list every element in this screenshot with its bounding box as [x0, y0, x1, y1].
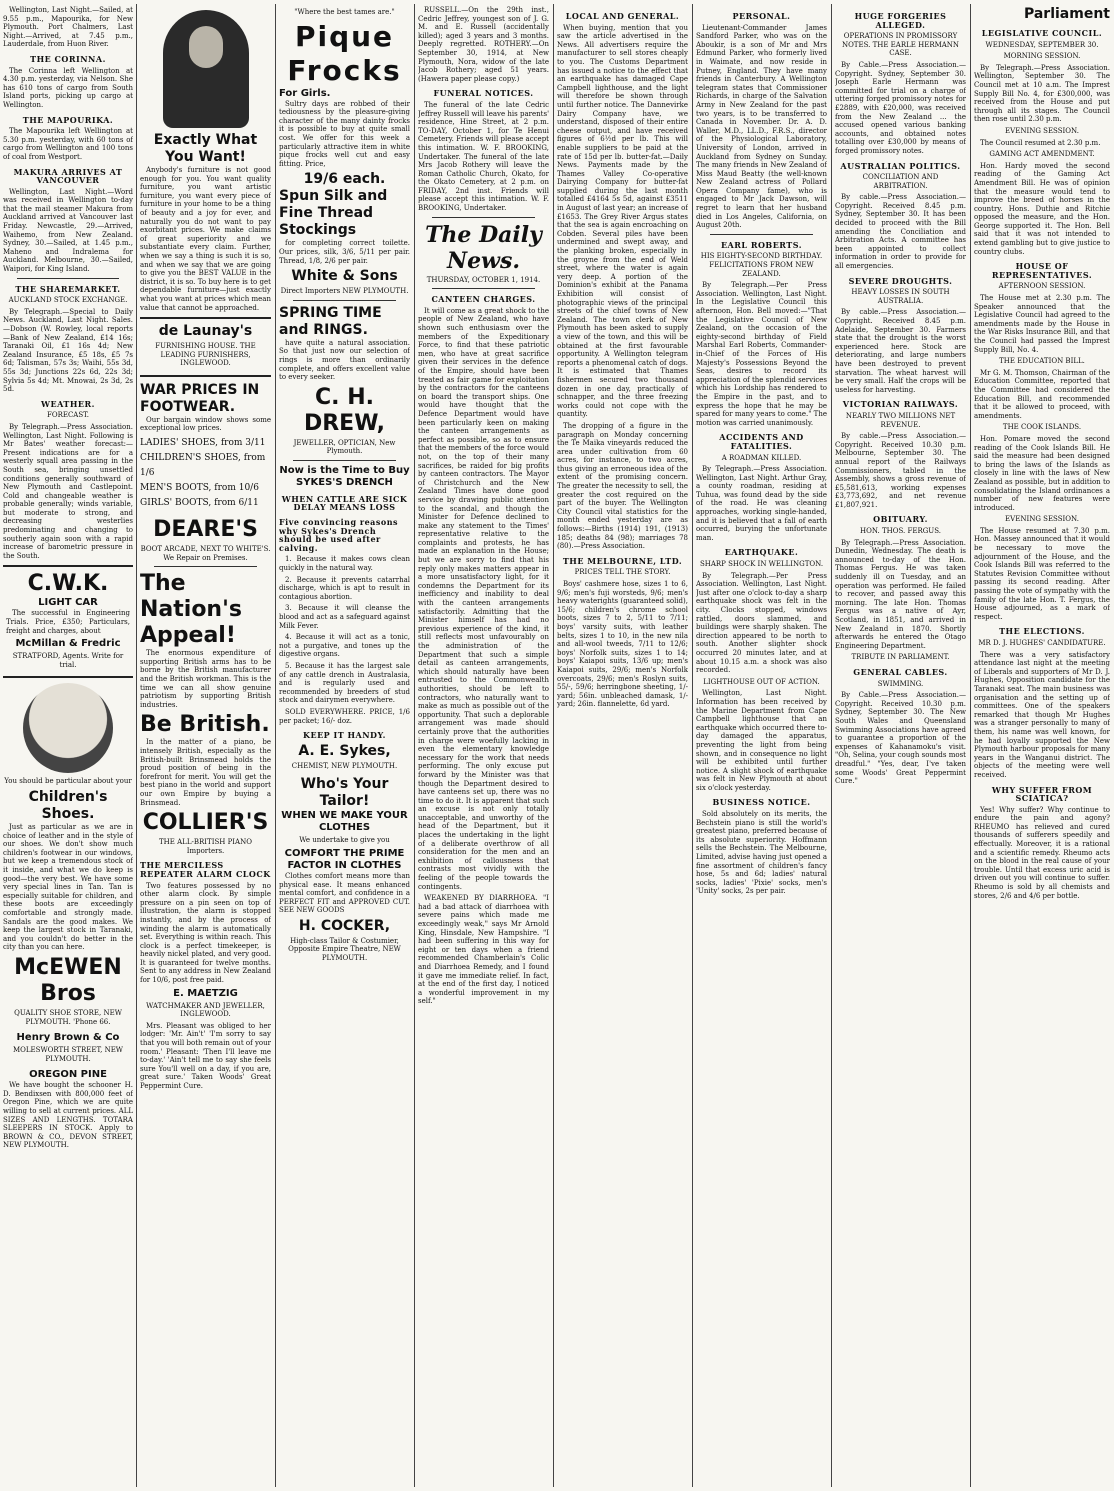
cwk-advert [3, 565, 133, 678]
lighthouse-heading: LIGHTHOUSE OUT OF ACTION. [703, 677, 820, 686]
portrait-illustration [163, 10, 249, 128]
cables-heading: GENERAL CABLES. [853, 666, 948, 677]
tribute-heading: TRIBUTE IN PARLIAMENT. [851, 653, 950, 662]
sykes-item: 4. Because it will act as a tonic, not a purgative, and tones up the digestive organs. [279, 633, 410, 659]
politics-heading: AUSTRALIAN POLITICS. [840, 160, 961, 171]
shoes-text: Just as particular as we are in choice of leather and in the style of our shoes. We don't show much children's footwear in our windows, but we keep a tremendous stock of it inside, and what we do keep is good—the very best. We have some very special lines in Tan. Tan is especially suitable for children, and these boots are exceedingly comfortable and strongly made. Sandals are the good makes. We keep the largest stock in Taranaki, and you couldn't do better in the city than you can here. [3, 823, 133, 952]
elections-text: There was a very satisfactory attendance last night at the meeting of Liberals and supporters of Mr D. J. Hughes, Opposition candidate for the Taranaki seat. The main business was organisation and the setting up of committees. One of the speakers remarked that though Mr Hughes was a stranger personally to many of them, his name was well known, for he had loyally supported the New Plymouth harbour proposals for many years in the Wanganui district. The objects of the meeting were well received. [974, 650, 1110, 779]
melbourne-heading: THE MELBOURNE, LTD. [562, 555, 683, 566]
education-text: Mr G. M. Thomson, Chairman of the Education Committee, reported that the Committee had considered the Education Bill, and recommended that it be allowed to proceed, with amendments. [974, 368, 1110, 420]
mcmillan-name: McMillan & Fredric [15, 638, 121, 650]
railways-heading: VICTORIAN RAILWAYS. [842, 399, 959, 410]
funeral-heading: FUNERAL NOTICES. [433, 88, 534, 99]
mcewen-name: McEWEN Bros [14, 954, 122, 1006]
column-3 [279, 6, 410, 1485]
lighthouse-text: Wellington, Last Night. Information has been received by the Marine Department from Cape Campbell lighthouse that an earthquake which occurred there to-day damaged the apparatus, preventing the light from being shown, and in consequence no light will be exhibited until further notice. A slight shock of earthquake was felt in New Plymouth at about six o'clock yesterday. [696, 689, 827, 792]
makura-heading: MAKURA ARRIVES AT VANCOUVER [13, 166, 123, 186]
local-general-text: When buying, mention that you saw the article advertised in the News. All advertisers require the manufacturer to sell stores cheaply to you. The Customs Department has issued a notice to the effect that an earthquake has damaged Cape Campbell lighthouse, and the light will therefore be shown through until further notice. The Dannevirke Dairy Company have, we understand, disposed of their entire cheese output, and have received figures of 6½d per lb. This will enable suppliers to be paid at the rate of 15d per lb. butter-fat.—Daily News. Payments made by the Thames Valley Co-operative Dairying Company for butter-fat supplied during the last month totalled £4164 5s 5d, against £3511 in August of last year; an increase of £1653. The Grey River Argus states that the sea is again encroaching on Cobden. Several piles have been undermined and swept away, and the planking broken, especially in the groyne from the end of Weld street, where the water is again very deep. A portion of the Dominion's exhibit at the Panama Exhibition will consist of photographic views of the principal streets of the chief towns of New Zealand. The town clerk of New Plymouth has been asked to supply a view of the town, and this will be obtained at the first favourable opportunity. A Wellington telegram reports a phenomenal catch of dogs. It is estimated that Thames fishermen secured two thousand dozen in one day, practically of schnapper, and the three freezing works could not cope with the quantity. [557, 23, 688, 419]
corinna-text: The Corinna left Wellington at 4.30 p.m. yesterday, via Nelson. She has 610 tons of cargo from South Island ports, picking up cargo at Wellington. [3, 66, 133, 109]
column-rule [553, 4, 554, 1487]
drew-name: C. H. DREW, [303, 384, 386, 436]
delaunay-advert [140, 317, 271, 377]
repeater-heading: THE MERCILESS REPEATER ALARM CLOCK [140, 860, 271, 879]
droughts-heading: SEVERE DROUGHTS. [848, 275, 953, 286]
mapourika-heading: THE MAPOURIKA. [22, 114, 114, 125]
column-rule [970, 4, 971, 1487]
elections-heading: THE ELECTIONS. [999, 626, 1085, 637]
war-price-item: LADIES' SHOES, from 3/11 [140, 438, 266, 449]
sykes-item: 5. Because it has the largest sale of any cattle drench in Australasia, and is regularly used and recommended by breeders of stud stock and dairymen everywhere. [279, 661, 410, 705]
forgeries-text: By Cable.—Press Association.—Copyright. Sydney, September 30. Joseph Earle Hermann was committed for trial on a charge of uttering forged promissory notes for £2889, with £20,000, was received from the New Zealand ... the accused opened various banking accounts, and obtained notes totalling over £30,000 by means of forged promissory notes. [835, 60, 966, 155]
sciatica-text: Yes! Why suffer? Why continue to endure the pain and agony? RHEUMO has relieved and cured thousands of sufferers speedily and effectually. Moreover, it is a rational and a scientific remedy. Rheumo acts on the blood in the real cause of your trouble. Until that excess uric acid is driven out you will continue to suffer. Rheumo is sold by all chemists and stores, 2/6 and 4/6 per bottle. [974, 805, 1110, 900]
business-heading: BUSINESS NOTICE. [712, 797, 811, 808]
white-sons-subtitle: Direct Importers NEW PLYMOUTH. [280, 287, 409, 296]
roberts-subheading: HIS EIGHTY-SECOND BIRTHDAY. FELICITATIONS FROM NEW ZEALAND. [700, 252, 823, 278]
obituary-subheading: HON. THOS. FERGUS. [860, 527, 941, 536]
railways-text: By cable.—Press Association.—Copyright. Received 10.30 p.m. Melbourne, September 30. The annual report of the Railways Commissioners, tabled in the Assembly, shows a gross revenue of £5,581,613, working expenses £3,773,692, and net revenue £1,807,921. [835, 432, 966, 509]
railways-subheading: NEARLY TWO MILLIONS NET REVENUE. [845, 411, 956, 429]
column-rule [831, 4, 832, 1487]
war-price-item: MEN'S BOOTS, from 10/6 [140, 483, 259, 494]
divider [154, 566, 257, 567]
sykes-keep: KEEP IT HANDY. [303, 730, 386, 741]
henry-brown-name: Henry Brown & Co [16, 1032, 120, 1044]
gaming-text: Hon. Hardy moved the second reading of the Gaming Act Amendment Bill. He was of opinion that the measure would tend to improve the breed of horses in the country. Hons. Duthie and Ritchie opposed the measure, and the Hon. George supported it. The Hon. Bell said that it was not intended to extend gambling but to give justice to country clubs. [974, 161, 1110, 256]
furniture-heading: Exactly What You Want! [153, 132, 258, 165]
cocker-name: H. COCKER, [298, 917, 391, 934]
furniture-text: Anybody's furniture is not good enough for you. You want quality furniture, you want artistic furniture, you want every piece of furniture in your home to be a thing of beauty and a joy for ever, and naturally you do not want to pay exorbitant prices. We make claims of great superiority and we substantiate every claim. Further, when we say a thing is such it is so, and when we say that we are going to give you the BEST VALUE in the district, it is so. To buy here is to get dependable furniture—just exactly what you want at prices which mean value that cannot be approached. [140, 166, 271, 312]
cwk-text: The successful in Engineering Trials. Price, £350; Particulars, freight and charges, about [6, 609, 130, 635]
drew-subtitle: JEWELLER, OPTICIAN, New Plymouth. [293, 438, 396, 456]
funeral-text: The funeral of the late Cedric Jeffrey Russell will leave his parents' residence, Hine Street, at 2 p.m. TO-DAY, October 1, for Te Henui Cemetery. Friends will please accept this intimation. W. F. BROOKING, Undertaker. The funeral of the late Mrs Jacob Rothery will leave the Roman Catholic Church, Okato, for the Okato Cemetery, at 2 p.m. on FRIDAY, 2nd inst. Friends will please accept this intimation. W. F. BROOKING, Undertaker. [418, 100, 549, 213]
roberts-heading: EARL ROBERTS. [720, 239, 803, 250]
pique-tagline: "Where the best tames are." [294, 8, 395, 16]
forgeries-subheading: OPERATIONS IN PROMISSORY NOTES. THE EARLE HERMANN CASE. [841, 32, 960, 58]
personal-heading: PERSONAL. [732, 11, 791, 21]
obituary-heading: OBITUARY. [873, 514, 928, 525]
personal-text: Lieutenant-Commander James Sandford Parker, who was on the Aboukir, is a son of Mr and Mrs Edmund Parker, who formerly lived in Waimate, and now reside in Putney, England. They have many friends in Canterbury. A Wellington telegram states that Commissioner Richards, in charge of the Salvation Army in New Zealand for the past two years, is to be transferred to Canada in November. Dr. A. D. Waller, M.D., LL.D., F.R.S., director of the Physiological Laboratory, University of London, arrived in Auckland from Sydney on Sunday. The many friends in New Zealand of Miss Maud Beatty (the well-known New Zealand actress of Pollard Opera Company fame), who is engaged to Mr Jack Dawson, will regret to learn that her husband died in Los Angeles, California, on August 20th. [696, 23, 827, 230]
silk-text: for completing correct toilette. Our prices, silk, 3/6, 5/11 per pair. Thread, 1/8, 2/6 per pair. [279, 239, 410, 265]
accidents-text: By Telegraph.—Press Association. Wellington, Last Night. Arthur Gray, a county roadman, residing at Tuhua, was found dead by the side of the road. He was cleaning approaches, working single-handed, and it is believed that a fall of earth occurred, burying the unfortunate man. [696, 465, 827, 542]
sykes-tagline: WHEN CATTLE ARE SICK DELAY MEANS LOSS [281, 493, 408, 513]
column-rule [136, 4, 137, 1487]
obituary-text: By Telegraph.—Press Association. Dunedin, Wednesday. The death is announced to-day of the Hon. Thomas Fergus. He was taken suddenly ill on Tuesday, and an operation was performed. He failed to recover, and passed away this morning. The late Hon. Thomas Fergus was a native of Ayr, Scotland, in 1851, and arrived in New Zealand in 1870. Shortly afterwards he entered the Otago Engineering Department. [835, 538, 966, 650]
divider [293, 460, 396, 461]
forecast-heading: FORECAST. [46, 411, 90, 420]
shipping-news: Wellington, Last Night.—Sailed, at 9.55 p.m., Mapourika, for New Plymouth. Port Chalmers, Last Night.—Arrived, at 7.45 p.m., Lauderdale, from Huon River. [3, 6, 133, 49]
house-evening-text: The House resumed at 7.30 p.m. Hon. Massey announced that it would be necessary to move the adjournment of the House, and the Cook Islands Bill was referred to the Statutes Revision Committee without passing its second reading. After passing the vote of sympathy with the family of the late Hon. T. Fergus, the House adjourned, as a mark of respect. [974, 526, 1110, 621]
henry-brown-subtitle: MOLESWORTH STREET, NEW PLYMOUTH. [12, 1046, 123, 1063]
divider [710, 234, 813, 235]
spring-text: have quite a natural association. So that just now our selection of rings is more than ordinarily complete, and offers excellent value to every seeker. [279, 338, 410, 382]
pleasant-text: Mrs. Pleasant was obliged to her lodger: 'Mr. Ain't' 'I'm sorry to say that you will both remain out of your room.' Pleasant: 'Then I'll leave me to-day.' 'Ain't tell me to say she feels sure You'll well on a day, if you are, great sure.' Taken Woods' Great Peppermint Cure. [140, 1021, 271, 1090]
local-general-heading: LOCAL AND GENERAL. [565, 11, 680, 21]
sykes-subtitle: CHEMIST, NEW PLYMOUTH. [291, 761, 398, 770]
makura-text: Wellington, Last Night.—Word was received in Wellington to-day that the mail steamer Makura from Auckland arrived at Vancouver last Friday. Newcastle, 29.—Arrived, Waihemo, from New Zealand. Sydney, 30.—Sailed, at 1.45 p.m., Maheno and Indralema for Auckland. Melbourne, 30.—Sailed, Waipori, for King Island. [3, 187, 133, 274]
maetzig-name: E. MAETZIG [173, 987, 238, 999]
war-price-item: CHILDREN'S SHOES, from 1/6 [140, 453, 266, 479]
droughts-text: By cable.—Press Association.—Copyright. Received 8.45 p.m. Adelaide, September 30. Farmers state that the drought is the worst experienced here. Stock are deteriorating, and large numbers have been destroyed to prevent starvation. The wheat harvest will be very small. Half the crops will be useless for harvesting. [835, 308, 966, 394]
collier-subtitle: THE ALL-BRITISH PIANO Importers. [159, 838, 252, 855]
melbourne-text: Boys' cashmere hose, sizes 1 to 6, 9/6; men's fuji worsteds, 9/6; men's heavy waterights (guaranteed solid), 15/6; children's chrome school boots, sizes 7 to 2, 5/11 to 7/11; boys' varsity suits, with leather belts, sizes 1 to 10, in the new nila and all-wool tweeds, 7/11 to 12/6; boys' Norfolk suits, sizes 1 to 14; boys' Kaiapoi suits, 13/6 up; men's Kaiapoi suits, 29/6; men's Norfolk overcoats, 29/6; men's Roslyn suits, 55/-, 59/6; herringbone sheeting, 1/- yard; 56in. unbleached damask, 1/- yard; 26in. flannelette, 6d yard. [557, 580, 688, 709]
pique-text: Sultry days are robbed of their tediousness by the pleasure-giving character of the many dainty frocks it is possible to buy at quite small cost. We offer for this week a particularly attractive item in white pique frocks well cut and easy fitting. Price, [279, 99, 410, 168]
melbourne-subheading: PRICES TELL THE STORY. [574, 568, 671, 577]
column-5 [557, 6, 688, 1485]
divider [432, 288, 535, 289]
collier-name: COLLIER'S [142, 810, 269, 836]
parliament-heading: Parliament [1023, 6, 1110, 22]
cwk-title: C.W.K. [27, 571, 109, 597]
cook-islands-heading: THE COOK ISLANDS. [1002, 423, 1082, 432]
elections-subheading: MR D. J. HUGHES' CANDIDATURE. [978, 639, 1106, 647]
roberts-text: By Telegraph.—Per Press Association. Wellington, Last Night. In the Legislative Council this afternoon, Hon. Bell moved:—"That the Legislative Council of New Zealand, on the occasion of the eighty-second birthday of Field Marshal Earl Roberts, Commander-in-Chief of the Forces of His Majesty's Possessions Beyond the Seas, desires to record its appreciation of the splendid services which his Lordship has rendered to the Empire in the past, and to express the hope that he may be spared for many years to come." The motion was carried unanimously. [696, 281, 827, 427]
column-1 [3, 6, 133, 1485]
oregon-text: We have bought the schooner H. D. Bendixsen with 800,000 feet of Oregon Pine, which we are quite willing to sell at current prices. ALL SIZES AND LENGTHS. TOTARA SLEEPERS IN STOCK. Apply to BROWN & CO., DEVON STREET, NEW PLYMOUTH. [3, 1081, 133, 1150]
divider [293, 300, 396, 301]
nation-text: The enormous expenditure of supporting British arms has to be borne by the British manufacturer and the British workman. This is the time we can all show genuine patriotism by supporting British industries. [140, 649, 271, 709]
be-british-text: In the matter of a piano, be intensely British, especially as the British-built Brinsmead holds the proud position of being in the forefront for merit. You will get the best piano in the world and support our own Empire by buying a Brinsmead. [140, 738, 271, 807]
masthead-title: The Daily News. [425, 221, 542, 274]
house-text: The House met at 2.30 p.m. The Speaker announced that the Legislative Council had agreed to the amendments made by the House in the War Risks Insurance Bill, and that the Council had passed the Imprest Supply Bill, No. 4. [974, 294, 1110, 354]
accidents-subheading: A ROADMAN KILLED. [721, 453, 802, 462]
death-notices: RUSSELL.—On the 29th inst., Cedric Jeffrey, youngest son of J. G. M. and E. Russell (accidentally killed); aged 3 years and 3 months. Deeply regretted. ROTHERY.—On September 30, 1914, at New Plymouth, Nora, widow of the late Jacob Rothery; aged 51 years. (Hawera paper please copy.) [418, 6, 549, 83]
masthead-dateline: THURSDAY, OCTOBER 1, 1914. [426, 275, 541, 284]
cocker-subtitle: High-class Tailor & Costumier, Opposite Empire Theatre, NEW PLYMOUTH. [288, 936, 401, 963]
white-sons-name: White & Sons [291, 268, 398, 285]
nation-heading: The Nation's Appeal! [140, 571, 242, 649]
cables-text: By Cable.—Press Association.—Copyright. Received 10.30 p.m. Sydney, September 30. The New South Wales and Queensland Swimming Associations have agreed to guarantee a proportion of the expenses of Kahanamoku's visit. "Oh, Selina, your cough sounds most dreadful." "Yes, dear, I've taken some Woods' Great Peppermint Cure." [835, 691, 966, 786]
divider [17, 278, 119, 279]
weakened-text: WEAKENED BY DIARRHOEA. "I had a bad attack of diarrhoea with severe pains which made me exceedingly weak," says Mr Arnold King, Hinsdale, New Hampshire. "I had been suffering in this way for eight or ten days when a friend recommended Chamberlain's Colic and Diarrhoea Remedy, and I found it gave me immediate relief. In fact, at the end of the first day, I noticed a wonderful improvement in my self." [418, 894, 549, 1006]
house-heading: HOUSE OF REPRESENTATIVES. [991, 261, 1093, 280]
delaunay-name: de Launay's [158, 323, 253, 340]
local-general-text-2: The dropping of a figure in the paragraph on Monday concerning the Te Maika vineyards reduced the area under cultivation from 60 acres, for instance, to two acres, thus giving an erroneous idea of the extent of the promising concern. The greater the necessity to sell, the greater the cost required on the part of the buyer. The Wellington City Council vital statistics for the month ended yesterday are as follows:—Births (1914) 191, (1913) 185; deaths 84 (98); marriages 78 (80).—Press Association. [557, 421, 688, 551]
mcewen-subtitle: QUALITY SHOE STORE, NEW PLYMOUTH. 'Phone 66. [14, 1008, 122, 1026]
sykes-item: 3. Because it will cleanse the blood and act as a safeguard against Milk Fever. [279, 604, 410, 630]
column-rule [692, 4, 693, 1487]
column-rule [275, 4, 276, 1487]
pique-title: Pique Frocks [287, 19, 402, 87]
war-prices-heading: WAR PRICES IN FOOTWEAR. [140, 381, 260, 415]
corinna-heading: THE CORINNA. [30, 53, 106, 64]
morning-session: MORNING SESSION. [1003, 52, 1081, 61]
education-heading: THE EDUCATION BILL. [999, 357, 1085, 366]
earthquake-subheading: SHARP SHOCK IN WELLINGTON. [699, 560, 824, 569]
war-prices-intro: Our bargain window shows some exceptional low prices. [140, 415, 271, 433]
column-8 [974, 6, 1110, 1485]
gaming-heading: GAMING ACT AMENDMENT. [989, 150, 1095, 159]
tailor-comfort: COMFORT THE PRIME FACTOR IN CLOTHES [284, 847, 405, 871]
tailor-heading: Who's Your Tailor! [300, 776, 389, 810]
politics-subheading: CONCILIATION AND ARBITRATION. [862, 173, 939, 190]
column-6 [696, 6, 827, 1485]
deare-name: DEARE'S [153, 517, 258, 543]
tailor-text: Clothes comfort means more than physical ease. It means enhanced mental comfort, and confidence in a PERFECT FIT and APPROVED CUT. SEE NEW GOODS [279, 871, 410, 915]
forecast-text: By Telegraph.—Press Association. Wellington, Last Night. Following is Mr Bates' weather forecast:— Present indications are for a westerly squall area passing in the South sea, bringing unsettled conditions generally southward of New Plymouth and Castlepoint. Cold and changeable weather is probable generally; winds variable, but moderate to strong, and decreasing westerlies predominating and changing to southerly again soon with a rapid increase of barometric pressure in the South. [3, 422, 133, 560]
column-7 [835, 6, 966, 1485]
cwk-subtitle: LIGHT CAR [38, 597, 98, 609]
sykes-item: 1. Because it makes cows clean quickly in the natural way. [279, 555, 410, 573]
tailor-make: WHEN WE MAKE YOUR CLOTHES [281, 810, 408, 834]
shoes-intro: You should be particular about your [4, 777, 132, 786]
sciatica-heading: WHY SUFFER FROM SCIATICA? [991, 784, 1093, 804]
delaunay-subtitle: FURNISHING HOUSE. THE LEADING FURNISHERS, INGLEWOOD. [155, 342, 256, 368]
cook-islands-text: Hon. Pomare moved the second reading of the Cook Islands Bill. He said the measure had been designed to bring the laws of the Islands as closely in line with the laws of New Zealand as possible, but in addition to consolidating the Island ordinances a number of new features were introduced. [974, 434, 1110, 512]
sykes-reasons: Five convincing reasons why Sykes's Drench should be used after calving. [279, 517, 399, 553]
sharemarket-text: By Telegraph.—Special to Daily News. Auckland, Last Night. Sales.—Dobson (W. Rowley, local reports—Bank of New Zealand, £14 16s; Taranaki Oil, £1 16s 4d; New Zealand Insurance, £5 18s, £5 7s 6d; Talisman, 57s 3s; Waihi, 55s 3d, 55s 3d; Junctions 22s 6d, 22s 3d; Sylvia 5s 4d; Mt. Mnowai, 2s 3d, 2s 5d. [3, 307, 133, 394]
cables-subheading: SWIMMING. [877, 679, 924, 688]
spring-heading: SPRING TIME and RINGS. [279, 304, 382, 338]
tailor-guarantee: We undertake to give you [299, 836, 390, 845]
mapourika-text: The Mapourika left Wellington at 5.30 p.m. yesterday, with 60 tons of cargo from Wellington and 100 tons of coal from Westport. [3, 127, 133, 161]
politics-text: By cable.—Press Association.—Copyright. Received 8.45 p.m. Sydney, September 30. It has been decided to proceed with the Bill amending the Conciliation and Arbitration Acts. A committee has been appointed to collect information in order to provide for all emergencies. [835, 193, 966, 271]
accidents-heading: ACCIDENTS AND FATALITIES. [719, 432, 804, 451]
sharemarket-heading: THE SHAREMARKET. [15, 283, 121, 294]
pique-for-girls: For Girls. [279, 87, 331, 99]
pique-price: 19/6 each. [303, 171, 386, 188]
afternoon-session: AFTERNOON SESSION. [998, 282, 1086, 291]
column-4 [418, 6, 549, 1485]
deare-subtitle: BOOT ARCADE, NEXT TO WHITE'S. We Repair on Premises. [140, 545, 271, 562]
be-british-heading: Be British. [140, 712, 270, 738]
sykes-heading: Now is the Time to Buy SYKES'S DRENCH [279, 464, 410, 488]
sharemarket-subheading: AUCKLAND STOCK EXCHANGE. [8, 296, 128, 305]
earthquake-heading: EARTHQUAKE. [724, 547, 799, 558]
forgeries-heading: HUGE FORGERIES ALLEGED. [854, 11, 947, 30]
column-rule [414, 4, 415, 1487]
maetzig-subtitle: WATCHMAKER AND JEWELLER, INGLEWOOD. [146, 1001, 265, 1019]
council-date: WEDNESDAY, SEPTEMBER 30. [985, 40, 1099, 49]
sykes-item: 2. Because it prevents catarrhal discharge, which is apt to result in contagious abortion. [279, 575, 410, 601]
war-prices-list [140, 436, 271, 511]
divider [432, 217, 535, 218]
silk-heading: Spun Silk and Fine Thread Stockings [279, 188, 388, 239]
canteen-text: It will come as a great shock to the people of New Zealand, who have shown such enthusiasm over the members of the Expeditionary Force, to find that these patriotic men, who have at great sacrifice given their services in the defence of the Empire, should have been treated as fair game for exploitation by the contractors for the canteens on board the transport ships. One would have thought that the Defence Department would have been particularly keen on making the canteen arrangements as perfect as possible, so as to ensure that the members of the force would not, on the top of their many sacrifices, be raided for big profits by canteen contractors. The Mayor of Christchurch and the New Zealand Times have done good service by drawing public attention to the scandal, and though the Minister for Defence declined to make any statement to the Times' representative relative to the complaints and protests, he has made an explanation in the House; but we are sorry to find that his reply only makes matters appear in a more unsatisfactory light, for it condemns the Department for its inefficiency and inability to deal with the canteen arrangements satisfactorily. Admitting that the Minister himself has had no previous experience of the kind, it still reflects most unfavourably on the administration of the Department that such a simple detail as canteen arrangements, which should naturally have been entrusted to the Commonwealth authorities, should be left to contractors, who naturally want to make as much as possible out of the opportunity. That such a deplorable arrangement was made should certainly prove that the authorities in charge were woefully lacking in even the elementary knowledge necessary for the work that needs performing. The only excuse put forward by the Minister was that though the Department desired to have canteens set up, there was no time to do it. It is apparent that such an excuse is not only totally unacceptable, and unworthy of the head of the Department, but it places the undertaking in the light of a deliberate overthrow of all consideration for the men and an exhibition of callousness that contrasts most vividly with the feeling of the people towards the contingents. [418, 306, 549, 891]
sykes-name: A. E. Sykes, [298, 742, 391, 759]
evening-session-2: EVENING SESSION. [1005, 515, 1079, 524]
droughts-subheading: HEAVY LOSSES IN SOUTH AUSTRALIA. [851, 288, 950, 305]
sykes-sold: SOLD EVERYWHERE. PRICE, 1/6 per packet; 16/- doz. [279, 707, 410, 725]
council-text: By Telegraph.—Press Association. Wellington, September 30. The Council met at 10 a.m. The Imprest Supply Bill No. 4, for £300,000, was received from the House and put through all its stages. The Council then rose until 2.30 p.m. [974, 63, 1110, 124]
evening-text: The Council resumed at 2.30 p.m. [980, 138, 1101, 147]
canteen-heading: CANTEEN CHARGES. [431, 294, 536, 305]
repeater-text: Two features possessed by no other alarm clock. By simple pressure on a pin seen on top of illustration, the alarm is stopped instantly, and by the process of winding the alarm is automatically set. Everything is within reach. This clock is a perfect timekeeper, is heavily nickel plated, and very good. It is guaranteed for twelve months. Sent to any address in New Zealand for 10/6, post free paid. [140, 881, 271, 985]
weather-heading: WEATHER. [41, 398, 95, 409]
evening-session: EVENING SESSION. [1005, 126, 1079, 135]
mcmillan-location: STRATFORD, Agents. Write for trial. [12, 652, 124, 669]
shoes-title: Children's Shoes. [28, 789, 108, 822]
earthquake-text: By Telegraph.—Per Press Association. Wellington, Last Night. Just after one o'clock to-day a sharp earthquake shock was felt in the city. Clocks stopped, windows rattled, doors slammed, and buildings were sharply shaken. The direction appeared to be north to south. Another slighter shock occurred 20 minutes later, and at about 10.15 a.m. a shock was also recorded. [696, 571, 827, 675]
oregon-heading: OREGON PINE [29, 1069, 107, 1081]
war-price-item: GIRLS' BOOTS, from 6/11 [140, 498, 259, 509]
column-2 [140, 6, 271, 1485]
business-text: Sold absolutely on its merits, the Bechstein piano is still the world's greatest piano, preferred because of its absolute superiority. Hoffmann sells the Bechstein. The Melbourne, Limited, advise having just opened a fine assortment of children's fancy hose, 5s and 6d; ladies' natural socks, ladies' 'Pixie' socks, men's 'Unity' socks, 2s per pair. [696, 810, 827, 896]
council-heading: LEGISLATIVE COUNCIL. [981, 28, 1103, 38]
baby-illustration [23, 683, 113, 773]
